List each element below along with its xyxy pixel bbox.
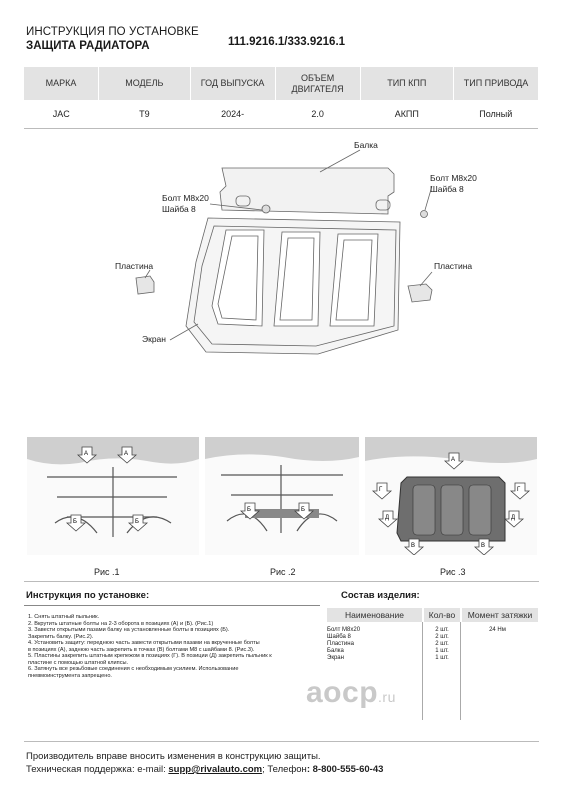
bom-qty-2: 2 шт. (435, 634, 449, 640)
step-4: 4. Установить защиту: переднюю часть завести открытыми пазами на вкрученные болты (28, 640, 260, 646)
watermark-brand: aocp (306, 676, 379, 709)
step-5b: пластине с помощью штатной клипсы. (28, 659, 129, 666)
plate-left (136, 276, 154, 294)
bom-col-divider-1 (422, 622, 423, 720)
bom-title: Состав изделия: (341, 590, 420, 601)
label-bolt-left: Болт М8х20 (162, 193, 209, 203)
step-6: 6. Затянуть все резьбовые соединения с необходимым усилием. Использование (28, 666, 239, 672)
photo3-marker-a: А (451, 457, 456, 463)
photo2-marker-b2: Б (301, 507, 305, 513)
bom-qty-3: 2 шт. (435, 641, 449, 647)
bom-names (327, 627, 360, 662)
col-model: МОДЕЛЬ (99, 67, 190, 100)
label-plate-left: Пластина (115, 261, 154, 271)
bom-name-1: Болт М8х20 (327, 627, 361, 633)
label-bolt-right: Болт М8х20 (430, 173, 477, 183)
cell-model: T9 (99, 100, 190, 129)
section-divider (24, 581, 539, 582)
photo3-marker-g: Г (379, 487, 383, 493)
step-5: 5. Пластины закрепить штатным крепежом в позициях (Г). В позиции (Д) закрепить пыльник к (28, 653, 272, 659)
photo1-marker-b2: Б (135, 519, 139, 525)
footer-divider (24, 741, 539, 742)
bom-name-5: Экран (327, 655, 344, 661)
photo1-marker-a: А (84, 451, 89, 457)
bom-qty-5: 1 шт. (435, 655, 449, 661)
part-number: 111.9216.1/333.9216.1 (228, 36, 346, 48)
photo-3 (365, 437, 537, 555)
step-3: 3. Завести открытыми пазами балку на установленные болты в позициях (Б). (28, 627, 230, 633)
step-3b: Закрепить балку. (Рис.2). (28, 633, 94, 640)
bom-qty-4: 1 шт. (435, 648, 449, 654)
photo1-marker-b: Б (73, 519, 77, 525)
label-plate-right: Пластина (434, 261, 473, 271)
step-1: 1. Снять штатный пыльник. (28, 614, 100, 620)
instructions-steps (28, 614, 318, 679)
col-gearbox: ТИП КПП (360, 67, 453, 100)
caption-fig1: Рис .1 (94, 567, 120, 577)
bom-qty (427, 627, 457, 662)
bom-header-name: Наименование (327, 608, 422, 622)
cell-engine: 2.0 (275, 100, 360, 129)
bom-qty-1: 2 шт. (435, 627, 449, 633)
col-year: ГОД ВЫПУСКА (190, 67, 275, 100)
cell-drive: Полный (454, 100, 539, 129)
beam-part (220, 168, 394, 214)
exploded-diagram (0, 130, 565, 400)
photo-2 (205, 437, 359, 555)
step-4b: в позициях (А), заднюю часть закрепить в точках (В) болтами М8 с шайбами 8. (Рис.3). (28, 646, 255, 653)
bolt-right (421, 211, 428, 218)
label-washer-left: Шайба 8 (162, 204, 196, 214)
footer-support (26, 764, 383, 775)
bolt-left (262, 205, 270, 213)
photo2-marker-b: Б (247, 507, 251, 513)
product-title: ЗАЩИТА РАДИАТОРА (26, 40, 150, 52)
screen-window-3 (330, 234, 378, 326)
photo3-marker-d2: Д (511, 515, 516, 521)
support-label: Техническая поддержка: e-mail: (26, 764, 169, 775)
photo3-marker-v2: В (481, 543, 486, 549)
phone-label: ; Телефон (262, 764, 307, 775)
watermark-logo (306, 676, 396, 710)
photo1-marker-a2: А (124, 451, 129, 457)
bom-name-2: Шайба 8 (327, 634, 351, 640)
photo3-marker-g2: Г (517, 487, 521, 493)
caption-fig3: Рис .3 (440, 567, 466, 577)
label-screen: Экран (142, 334, 166, 344)
bom-header-torque: Момент затяжки (462, 608, 538, 622)
col-engine: ОБЪЕМ ДВИГАТЕЛЯ (275, 67, 360, 100)
photo3-marker-d: Д (385, 515, 390, 521)
bom-name-3: Пластина (327, 641, 354, 647)
doc-title: ИНСТРУКЦИЯ ПО УСТАНОВКЕ (26, 26, 199, 38)
cell-brand: JAC (24, 100, 99, 129)
bom-name-4: Балка (327, 648, 344, 654)
bom-torque: 24 Нм (489, 627, 506, 633)
support-phone: : 8-800-555-60-43 (306, 764, 384, 775)
photo-1 (27, 437, 199, 555)
col-drive: ТИП ПРИВОДА (454, 67, 539, 100)
cell-year: 2024- (190, 100, 275, 129)
bom-header-qty: Кол-во (424, 608, 460, 622)
footer-disclaimer: Производитель вправе вносить изменения в конструкцию защиты. (26, 751, 321, 762)
plate-right (408, 284, 432, 302)
label-beam: Балка (354, 140, 378, 150)
caption-fig2: Рис .2 (270, 567, 296, 577)
step-2: 2. Вкрутить штатные болты на 2-3 оборота в позициях (А) и (Б). (Рис.1) (28, 620, 214, 627)
cell-gearbox: АКПП (360, 100, 453, 129)
instructions-title: Инструкция по установке: (26, 590, 150, 601)
col-brand: МАРКА (24, 67, 99, 100)
bom-col-divider-2 (460, 622, 461, 720)
spec-table (24, 67, 538, 129)
label-washer-right: Шайба 8 (430, 184, 464, 194)
watermark-suffix: .ru (378, 689, 396, 705)
instructions-rule (24, 605, 320, 606)
photo3-marker-v: В (411, 543, 416, 549)
step-6b: пневмоинструмента запрещено. (28, 672, 112, 679)
support-email-link[interactable]: supp@rivalauto.com (168, 764, 263, 775)
